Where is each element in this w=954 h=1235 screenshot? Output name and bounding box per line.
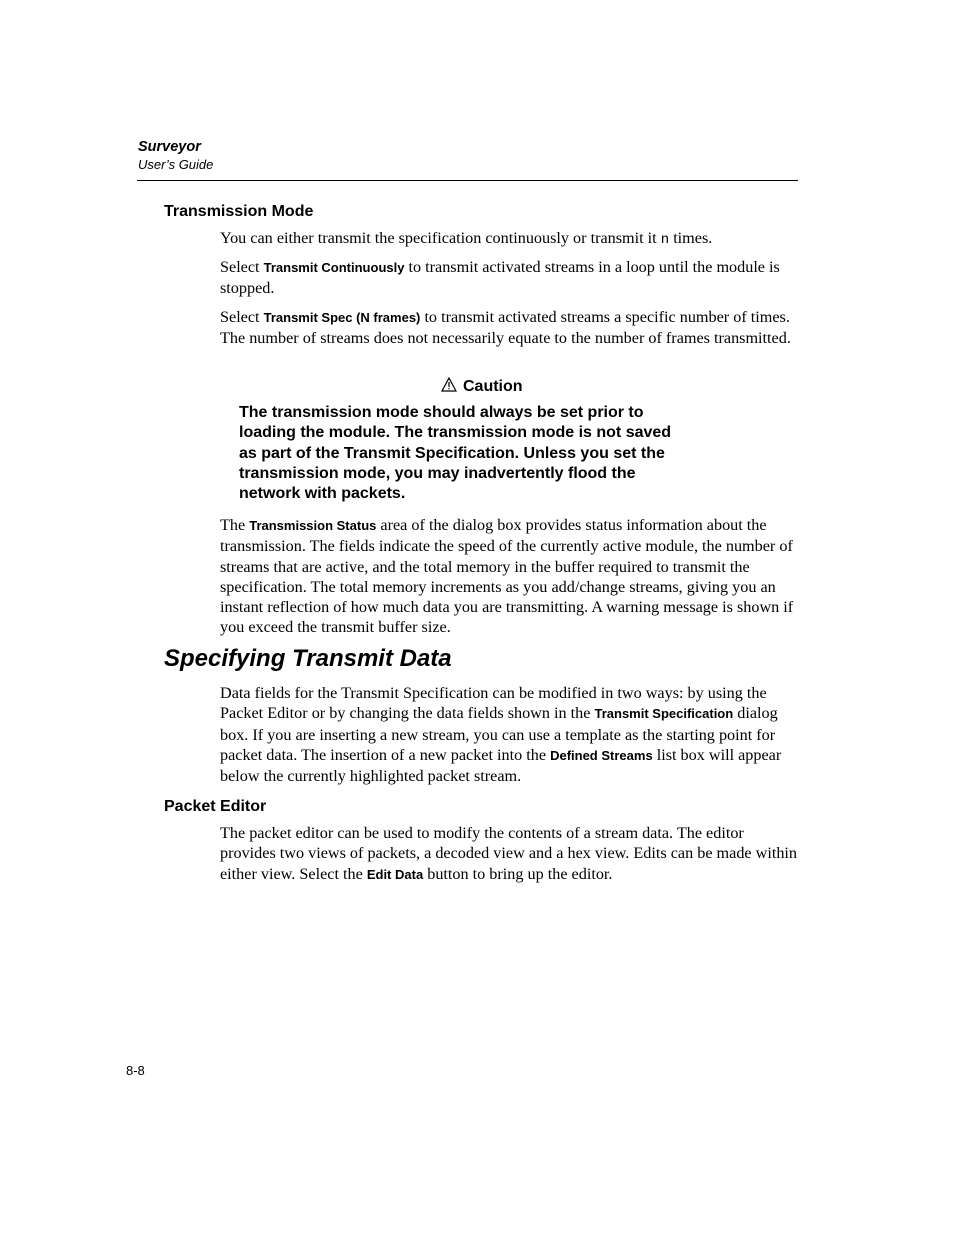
paragraph-transmit-continuously: Select Transmit Continuously to transmit activated streams in a loop until the module is stopped. [220, 258, 780, 298]
paragraph-packet-editor: The packet editor can be used to modify the contents of a stream data. The editor provides two views of packets, a decoded view and a hex view. Edits can be made within either view. Select the Edit Data button to bring up the editor. [220, 824, 798, 883]
paragraph-transmit-spec: Select Transmit Spec (N frames) to transmit activated streams a specific number of times. The number of streams does not necessarily equate to the number of frames transmitted. [220, 308, 791, 348]
section-heading-packet-editor: Packet Editor [164, 798, 267, 815]
paragraph-data-fields: Data fields for the Transmit Specification can be modified in two ways: by using the Packet Editor or by changing the data fields shown in the Transmit Specification dialog box. If you are inserting a new stream, you can use a template as the starting point for packet data. The insertion of a new packet into the Defined Streams list box will appear below the currently highlighted packet stream. [220, 684, 782, 786]
ui-label-transmission-status: Transmission Status [249, 518, 377, 533]
ui-label-edit-data: Edit Data [366, 866, 424, 882]
ui-label-transmit-continuously: Transmit Continuously [263, 260, 405, 275]
paragraph-transmission-status: The Transmission Status area of the dialog box provides status information about the transmission. The fields indicate the speed of the currently active module, the number of streams that are active, and the total memory in the buffer required to transmit the specification. The total memory increments as you add/change streams, giving you an instant reflection of how much data you are transmitting. A warning message is shown if you exceed the transmit buffer size. [220, 516, 794, 637]
ui-label-transmit-spec: Transmit Spec (N frames) [263, 310, 421, 325]
warning-triangle-icon [441, 377, 457, 392]
running-header-subtitle: User’s Guide [138, 157, 214, 172]
caution-text: The transmission mode should always be set prior to loading the module. The transmission mode is not saved as part of the Transmit Specification. Unless you set the transmission mode, you may inadvertently flood the network with packets. [239, 404, 672, 503]
section-heading-transmission-mode: Transmission Mode [164, 203, 314, 220]
section-heading-specifying-transmit-data: Specifying Transmit Data [164, 645, 452, 672]
ui-label-transmit-specification: Transmit Specification [594, 706, 734, 722]
page-number: 8-8 [126, 1063, 145, 1078]
paragraph-transmit-options: You can either transmit the specification continuously or transmit it n times. [220, 229, 713, 248]
ui-label-defined-streams: Defined Streams [550, 747, 653, 763]
running-header-title: Surveyor [138, 139, 201, 155]
caution-heading: Caution [441, 377, 523, 396]
header-rule [137, 180, 798, 181]
